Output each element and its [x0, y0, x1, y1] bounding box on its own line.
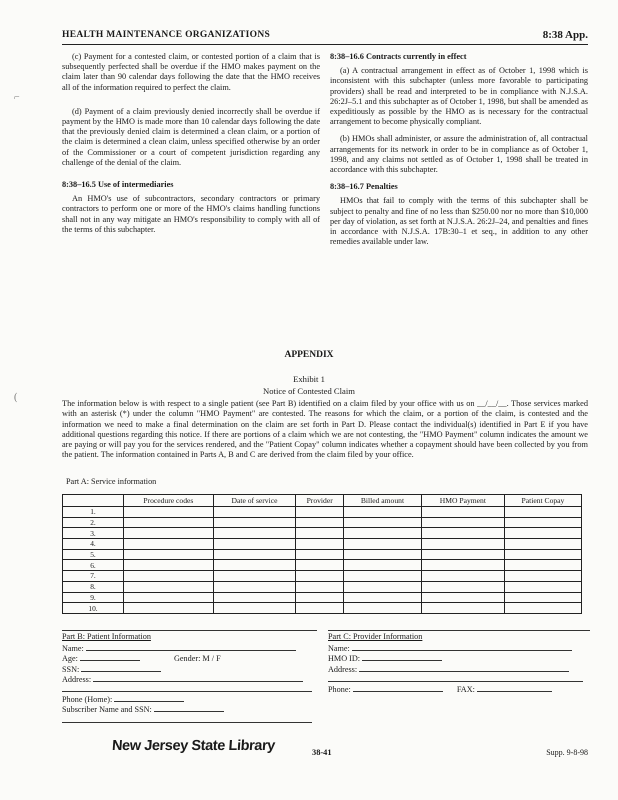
column-header: Billed amount	[344, 495, 422, 507]
table-cell[interactable]	[124, 528, 214, 539]
patient-phone-label: Phone (Home):	[62, 695, 113, 705]
table-cell[interactable]	[124, 560, 214, 571]
table-cell[interactable]	[504, 507, 581, 518]
table-cell[interactable]	[296, 603, 344, 614]
table-cell[interactable]	[124, 581, 214, 592]
column-header: Provider	[296, 495, 344, 507]
patient-address-label: Address:	[62, 674, 92, 684]
provider-address-field-line2[interactable]	[328, 673, 583, 682]
table-cell[interactable]	[213, 592, 296, 603]
patient-age-label: Age:	[62, 654, 78, 664]
table-cell[interactable]	[421, 603, 504, 614]
margin-mark: ⌐	[14, 92, 20, 103]
supplement-date: Supp. 9-8-98	[546, 748, 588, 757]
table-cell[interactable]	[344, 560, 422, 571]
table-row	[63, 603, 582, 614]
paragraph-16-6-a: (a) A contractual arrangement in effect as of October 1, 1998 which is inconsistent with this subchapter (unless more favorable to participating providers) shall be read and interpreted to be in compliance with N.J.S.A. 26:2J–5.1 and this subchapter as of October 1, 1998, but shall be amended as expeditiously as possible by the HMO as is necessary for the contractual arrangement to become physically compliant.	[330, 66, 588, 127]
patient-address-row	[62, 673, 317, 683]
provider-fax-field[interactable]	[477, 683, 552, 692]
row-number: 9.	[63, 592, 124, 603]
part-a-title: Part A: Service information	[66, 477, 157, 486]
patient-age-field[interactable]	[80, 652, 140, 661]
provider-hmo-id-field[interactable]	[362, 652, 442, 661]
column-header: Procedure codes	[124, 495, 214, 507]
table-cell[interactable]	[421, 592, 504, 603]
table-cell[interactable]	[213, 517, 296, 528]
table-cell[interactable]	[296, 571, 344, 582]
service-table	[62, 494, 582, 614]
row-number: 2.	[63, 517, 124, 528]
table-cell[interactable]	[504, 571, 581, 582]
provider-name-label: Name:	[328, 644, 350, 654]
patient-name-label: Name:	[62, 644, 84, 654]
notice-intro: The information below is with respect to a single patient (see Part B) identified on a claim filed by your office with us on __/__/__. Those services marked with an asterisk (*) under the column "HMO Payment" are contested. The reasons for which the claim, or a portion of the claim, is contested and the information we need to make a final determination on the claim are set forth in Part D. Please contact the individual(s) identified in Part E if you have additional questions regarding this notice. If there are portions of a claim which we are not contesting, the "HMO Payment" column indicates the amount we are paying or will pay you for the services rendered, and the "Patient Copay" column indicates whether a copayment should have been collected by you from the patient. The information contained in Parts A, B and C are derived from the claim filed by your office.	[62, 399, 588, 460]
row-number: 8.	[63, 581, 124, 592]
header-title: HEALTH MAINTENANCE ORGANIZATIONS	[62, 30, 271, 40]
table-row	[63, 581, 582, 592]
table-cell[interactable]	[504, 603, 581, 614]
row-number: 7.	[63, 571, 124, 582]
table-row	[63, 517, 582, 528]
part-c-title: Part C: Provider Information	[328, 632, 423, 641]
table-cell[interactable]	[421, 571, 504, 582]
table-cell[interactable]	[344, 581, 422, 592]
patient-address-field[interactable]	[93, 673, 303, 682]
table-cell[interactable]	[344, 507, 422, 518]
table-cell[interactable]	[124, 571, 214, 582]
table-row	[63, 539, 582, 550]
subscriber-label: Subscriber Name and SSN:	[62, 705, 152, 715]
table-cell[interactable]	[124, 549, 214, 560]
table-cell[interactable]	[344, 539, 422, 550]
patient-age-row	[62, 652, 317, 662]
patient-gender-label: Gender: M / F	[174, 654, 221, 664]
provider-phone-field[interactable]	[353, 683, 443, 692]
table-row	[63, 571, 582, 582]
table-cell[interactable]	[504, 549, 581, 560]
table-cell[interactable]	[421, 581, 504, 592]
table-cell[interactable]	[504, 528, 581, 539]
part-b-title: Part B: Patient Information	[62, 632, 151, 641]
table-cell[interactable]	[421, 528, 504, 539]
table-cell[interactable]	[504, 539, 581, 550]
table-cell[interactable]	[213, 603, 296, 614]
exhibit-label: Exhibit 1	[293, 374, 325, 384]
part-c-divider	[328, 630, 590, 631]
part-b-divider	[62, 630, 317, 631]
table-cell[interactable]	[344, 517, 422, 528]
right-column	[330, 52, 588, 254]
table-cell[interactable]	[124, 603, 214, 614]
table-cell[interactable]	[504, 517, 581, 528]
subscriber-field-line2[interactable]	[62, 714, 312, 723]
table-cell[interactable]	[421, 507, 504, 518]
table-row	[63, 507, 582, 518]
paragraph-c: (c) Payment for a contested claim, or contested portion of a claim that is subsequently perfected shall be overdue if the HMO makes payment on the claim later than 90 calendar days following the date that the HMO receives all of the information required to perfect the claim.	[62, 52, 320, 92]
table-cell[interactable]	[344, 603, 422, 614]
table-cell[interactable]	[213, 528, 296, 539]
section-heading-16-7: 8:38–16.7 Penalties	[330, 182, 398, 192]
column-header: HMO Payment	[421, 495, 504, 507]
provider-address-row	[328, 663, 590, 673]
row-number: 4.	[63, 539, 124, 550]
table-cell[interactable]	[421, 517, 504, 528]
table-row	[63, 528, 582, 539]
table-cell[interactable]	[124, 539, 214, 550]
patient-name-field[interactable]	[86, 642, 296, 651]
paragraph-16-7: HMOs that fail to comply with the terms of this subchapter shall be subject to penalty and fine of no less than $250.00 nor no more than $10,000 per day of violation, as set forth at N.J.S.A. 26:2J–24, and penalties and fines in accordance with N.J.S.A. 17B:30–1 et seq., in addition to any other remedies available under law.	[330, 196, 588, 247]
running-header	[62, 30, 588, 45]
patient-ssn-row	[62, 663, 317, 673]
provider-name-row	[328, 642, 590, 652]
table-cell[interactable]	[213, 539, 296, 550]
service-table-body	[63, 507, 582, 614]
left-column	[62, 52, 320, 242]
table-cell[interactable]	[296, 592, 344, 603]
page-number: 38-41	[312, 748, 332, 757]
row-number: 6.	[63, 560, 124, 571]
table-cell[interactable]	[421, 539, 504, 550]
patient-phone-field[interactable]	[114, 693, 184, 702]
margin-mark: (	[14, 392, 18, 403]
table-cell[interactable]	[344, 571, 422, 582]
table-cell[interactable]	[296, 549, 344, 560]
section-heading-16-5: 8:38–16.5 Use of intermediaries	[62, 180, 174, 190]
part-b-patient-info	[62, 632, 317, 724]
table-cell[interactable]	[213, 549, 296, 560]
table-cell[interactable]	[344, 549, 422, 560]
table-cell[interactable]	[296, 581, 344, 592]
table-row	[63, 592, 582, 603]
table-cell[interactable]	[421, 549, 504, 560]
row-number: 1.	[63, 507, 124, 518]
provider-phone-row	[328, 683, 590, 693]
header-section: 8:38 App.	[542, 29, 588, 41]
notice-title: Notice of Contested Claim	[263, 386, 355, 396]
table-cell[interactable]	[124, 517, 214, 528]
part-c-provider-info	[328, 632, 590, 693]
subscriber-row	[62, 703, 317, 713]
row-number: 5.	[63, 549, 124, 560]
column-header: Patient Copay	[504, 495, 581, 507]
row-number: 3.	[63, 528, 124, 539]
table-cell[interactable]	[213, 560, 296, 571]
provider-name-field[interactable]	[352, 642, 572, 651]
provider-address-label: Address:	[328, 664, 358, 674]
row-number: 10.	[63, 603, 124, 614]
paragraph-16-6-b: (b) HMOs shall administer, or assure the administration of, all contractual arrangements for its network in order to be in compliance as of October 1, 1998, and any claims not settled as of October 1, 1998 shall be treated in accordance with this subchapter.	[330, 134, 588, 175]
patient-name-row	[62, 642, 317, 652]
table-cell[interactable]	[296, 560, 344, 571]
library-stamp: New Jersey State Library	[111, 738, 276, 754]
subscriber-field[interactable]	[154, 703, 224, 712]
table-cell[interactable]	[504, 581, 581, 592]
provider-fax-label: FAX:	[456, 684, 475, 694]
appendix-title: APPENDIX	[284, 350, 334, 360]
column-header: Date of service	[213, 495, 296, 507]
table-row	[63, 549, 582, 560]
patient-address-field-line2[interactable]	[62, 683, 312, 692]
patient-ssn-field[interactable]	[81, 663, 161, 672]
provider-hmo-id-label: HMO ID:	[328, 654, 361, 664]
service-table-header	[63, 495, 582, 507]
table-cell[interactable]	[124, 592, 214, 603]
table-row	[63, 560, 582, 571]
table-cell[interactable]	[504, 592, 581, 603]
patient-ssn-label: SSN:	[62, 664, 80, 674]
paragraph-16-5: An HMO's use of subcontractors, secondary contractors or primary contractors to perform one or more of the HMO's claims handling functions shall not in any way mitigate an HMO's responsibility to comply with all of the terms of this subchapter.	[62, 194, 320, 234]
table-cell[interactable]	[296, 539, 344, 550]
paragraph-d: (d) Payment of a claim previously denied incorrectly shall be overdue if payment by the HMO is made more than 10 calendar days following the date that the previously denied claim is determined a clean claim, or a portion of the claim is determined a clean claim, unless specified otherwise by an order of the Commissioner or a court of competent jurisdiction regarding any challenge of the denial of the claim.	[62, 106, 320, 167]
table-cell[interactable]	[504, 560, 581, 571]
table-cell[interactable]	[421, 560, 504, 571]
provider-phone-label: Phone:	[328, 684, 351, 694]
table-cell[interactable]	[296, 528, 344, 539]
table-cell[interactable]	[344, 528, 422, 539]
section-heading-16-6: 8:38–16.6 Contracts currently in effect	[330, 52, 467, 61]
provider-address-field[interactable]	[359, 663, 569, 672]
table-cell[interactable]	[296, 517, 344, 528]
provider-hmo-id-row	[328, 652, 590, 662]
table-cell[interactable]	[296, 507, 344, 518]
table-cell[interactable]	[213, 507, 296, 518]
table-cell[interactable]	[344, 592, 422, 603]
table-cell[interactable]	[124, 507, 214, 518]
patient-phone-row	[62, 693, 317, 703]
table-cell[interactable]	[213, 581, 296, 592]
column-header-row-number	[63, 495, 124, 507]
table-cell[interactable]	[213, 571, 296, 582]
